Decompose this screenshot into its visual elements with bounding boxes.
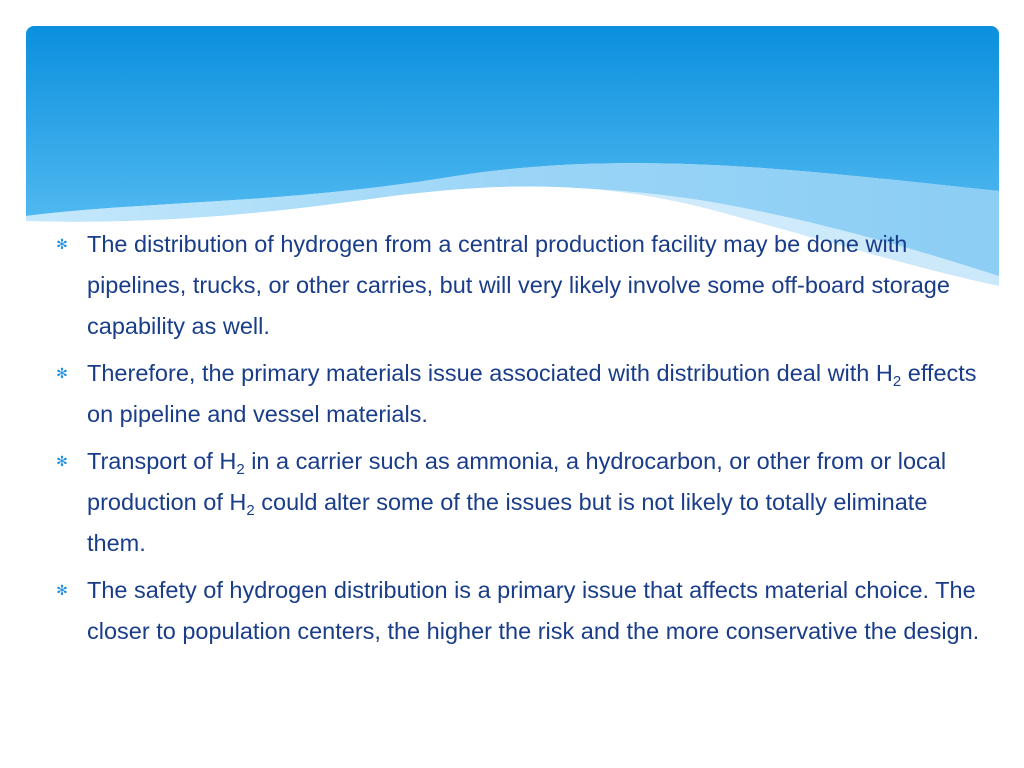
- bullet-text: Transport of $H_2$ in a carrier such as ammonia, a hydrocarbon, or other from or local production of $H_2$ could alter some of the issues but is not likely to totally eliminate them.: [87, 448, 947, 556]
- bullet-item: [52, 224, 987, 347]
- bullet-text: The distribution of hydrogen from a central production facility may be done with pipelines, trucks, or other carries, but will very likely involve some off-board storage capability as well.: [87, 231, 950, 339]
- bullet-list: [52, 224, 987, 658]
- bullet-text: Therefore, the primary materials issue associated with distribution deal with $H_2$ effects on pipeline and vessel materials.: [87, 360, 977, 427]
- bullet-text: The safety of hydrogen distribution is a primary issue that affects material choice. The closer to population centers, the higher the risk and the more conservative the design.: [87, 577, 980, 644]
- bullet-asterisk-icon: ✻: [56, 582, 68, 598]
- bullet-item: [52, 570, 987, 652]
- bullet-item: [52, 441, 987, 564]
- bullet-asterisk-icon: ✻: [56, 365, 68, 381]
- bullet-asterisk-icon: ✻: [56, 236, 68, 252]
- subscript: 2: [236, 461, 245, 478]
- bullet-item: [52, 353, 987, 435]
- subscript: 2: [892, 373, 902, 390]
- bullet-asterisk-icon: ✻: [56, 453, 68, 469]
- subscript: 2: [246, 502, 255, 519]
